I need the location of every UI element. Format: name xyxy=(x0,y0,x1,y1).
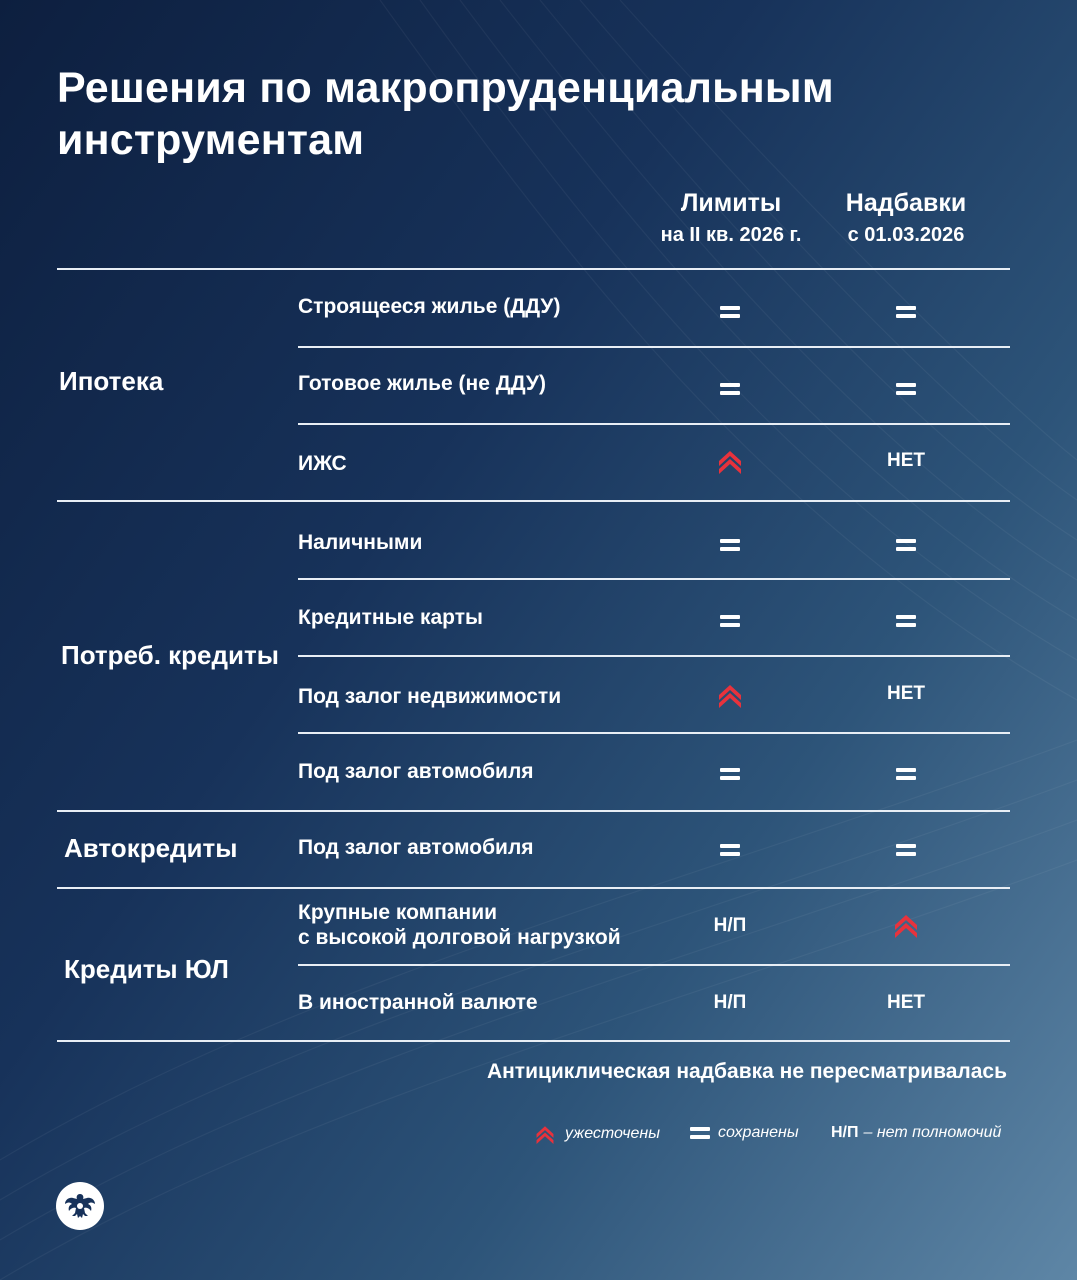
table-divider xyxy=(57,268,1010,270)
category-auto-loans: Автокредиты xyxy=(64,833,238,863)
double-chevron-up-icon xyxy=(717,448,743,474)
column-header-limits xyxy=(631,188,831,248)
cell-buffers-foreign-currency: НЕТ xyxy=(887,992,925,1013)
equals-icon xyxy=(720,844,740,856)
double-chevron-up-icon xyxy=(535,1124,555,1144)
category-mortgage: Ипотека xyxy=(59,366,164,396)
legend-np-abbr: Н/П xyxy=(831,1124,859,1141)
cell-limits-real-estate-collateral xyxy=(690,682,770,714)
legend-tightened-label: ужесточены xyxy=(565,1125,660,1142)
column-header-buffers-title: Надбавки xyxy=(845,189,967,217)
cell-limits-ddu xyxy=(690,302,770,324)
column-header-buffers-date: с 01.03.2026 xyxy=(847,224,965,246)
legend-kept-label: сохранены xyxy=(718,1124,799,1141)
equals-icon xyxy=(896,844,916,856)
table-divider xyxy=(57,887,1010,889)
cell-buffers-cash xyxy=(866,535,946,557)
row-divider xyxy=(298,655,1010,657)
row-divider xyxy=(298,423,1010,425)
row-label-ddu: Строящееся жилье (ДДУ) xyxy=(298,295,561,318)
cell-buffers-credit-cards xyxy=(866,611,946,633)
equals-icon xyxy=(690,1127,708,1139)
column-header-limits-period: на II кв. 2026 г. xyxy=(660,224,802,246)
column-header-buffers xyxy=(806,188,1006,248)
equals-icon xyxy=(896,768,916,780)
table-divider xyxy=(57,810,1010,812)
table-divider xyxy=(57,500,1010,502)
countercyclical-buffer-note: Антициклическая надбавка не пересматривалась xyxy=(486,1060,1007,1083)
equals-icon xyxy=(720,768,740,780)
row-divider xyxy=(298,578,1010,580)
cell-buffers-ready-housing xyxy=(866,379,946,401)
row-label-ready-housing: Готовое жилье (не ДДУ) xyxy=(298,372,546,395)
cell-limits-car-collateral xyxy=(690,764,770,786)
row-label-large-companies-line2: с высокой долговой нагрузкой xyxy=(298,926,621,949)
equals-icon xyxy=(720,306,740,318)
category-consumer-loans: Потреб. кредиты xyxy=(61,640,279,670)
row-label-large-companies-line1: Крупные компании xyxy=(298,901,498,924)
row-label-izhs: ИЖС xyxy=(298,452,347,475)
cell-limits-ready-housing xyxy=(690,379,770,401)
row-label-foreign-currency: В иностранной валюте xyxy=(298,991,538,1014)
cell-buffers-real-estate-collateral: НЕТ xyxy=(887,683,925,704)
column-header-limits-title: Лимиты xyxy=(680,189,782,217)
cell-buffers-large-companies xyxy=(866,912,946,944)
cell-buffers-ddu xyxy=(866,302,946,324)
category-corporate-loans: Кредиты ЮЛ xyxy=(64,954,229,984)
equals-icon xyxy=(896,539,916,551)
row-divider xyxy=(298,964,1010,966)
double-chevron-up-icon xyxy=(717,682,743,708)
bank-eagle-logo xyxy=(56,1182,104,1230)
cell-buffers-car-collateral xyxy=(866,764,946,786)
equals-icon xyxy=(896,383,916,395)
page-title: Решения по макропруденциальным инструментам xyxy=(57,64,834,164)
row-divider xyxy=(298,732,1010,734)
cell-limits-cash xyxy=(690,535,770,557)
row-label-real-estate-collateral: Под залог недвижимости xyxy=(298,685,562,708)
legend-np-text: – нет полномочий xyxy=(863,1124,1002,1141)
legend-tightened xyxy=(535,1124,660,1144)
cell-limits-auto-loans xyxy=(690,840,770,862)
equals-icon xyxy=(896,306,916,318)
cell-buffers-auto-loans xyxy=(866,840,946,862)
cell-limits-foreign-currency: Н/П xyxy=(713,992,747,1013)
equals-icon xyxy=(720,615,740,627)
legend-kept xyxy=(690,1124,799,1142)
equals-icon xyxy=(720,539,740,551)
row-label-cash: Наличными xyxy=(298,531,423,554)
cell-limits-large-companies: Н/П xyxy=(713,915,747,936)
equals-icon xyxy=(720,383,740,395)
row-divider xyxy=(298,346,1010,348)
row-label-large-companies xyxy=(298,900,621,950)
legend-no-authority xyxy=(831,1124,1001,1142)
equals-icon xyxy=(896,615,916,627)
row-label-credit-cards: Кредитные карты xyxy=(298,606,483,629)
cell-limits-credit-cards xyxy=(690,611,770,633)
row-label-car-collateral: Под залог автомобиля xyxy=(298,760,534,783)
double-chevron-up-icon xyxy=(893,912,919,938)
row-label-auto-car-collateral: Под залог автомобиля xyxy=(298,836,534,859)
cell-limits-izhs xyxy=(690,448,770,480)
table-divider xyxy=(57,1040,1010,1042)
cell-buffers-izhs: НЕТ xyxy=(887,450,925,471)
